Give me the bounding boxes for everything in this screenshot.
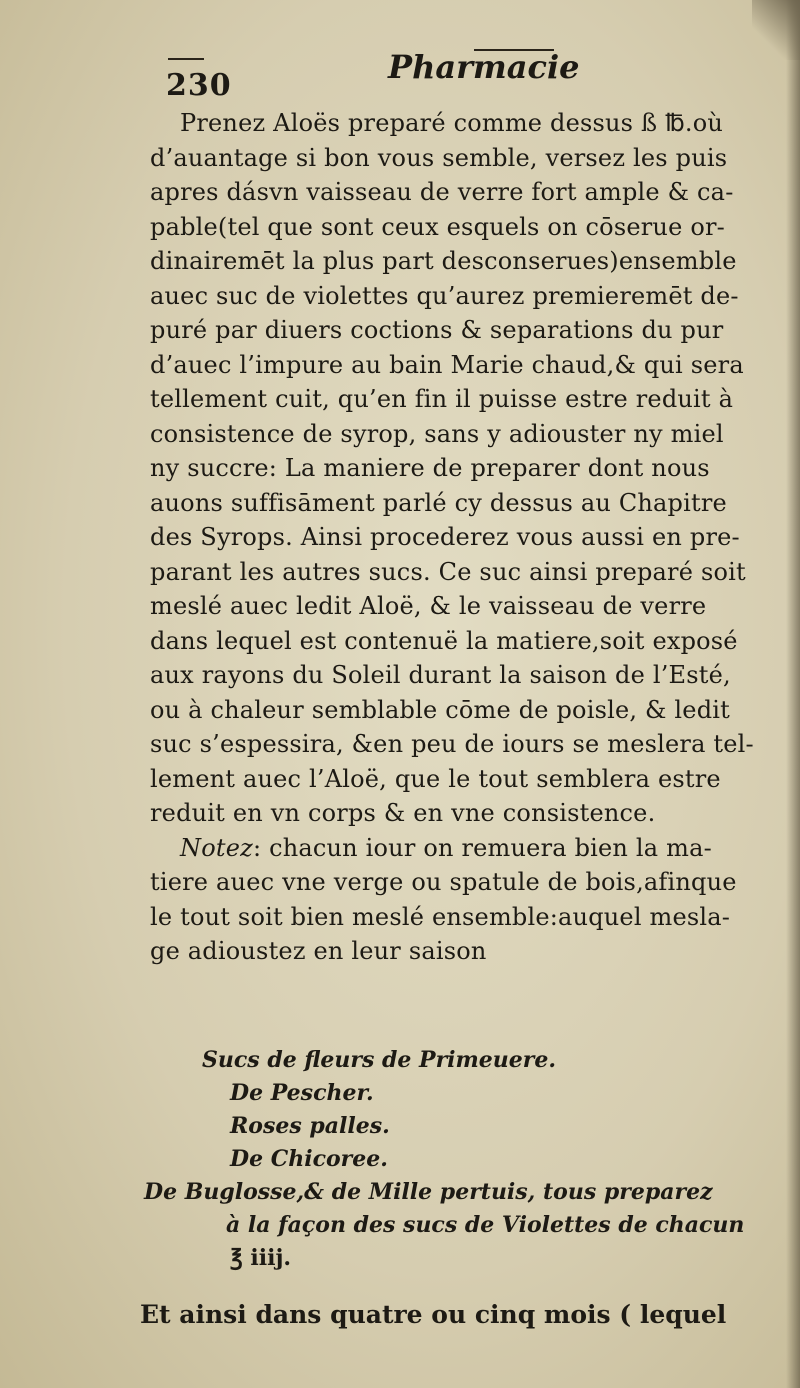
- text-line: parant les autres sucs. Ce suc ainsi preparé soit: [150, 557, 746, 586]
- text-line: dinairemēt la plus part desconserues)ensemble: [150, 247, 737, 275]
- list-item: De Pescher.: [230, 1080, 374, 1106]
- text-line: puré par diuers coctions & separations du pur: [150, 316, 724, 344]
- body-text: [150, 106, 778, 969]
- note-line: tiere auec vne verge ou spatule de bois,afinque: [150, 868, 737, 896]
- text-line: consistence de syrop, sans y adiouster ny miel: [150, 419, 724, 448]
- text-line: d’auantage si bon vous semble, versez les puis: [150, 143, 728, 172]
- list-item: De Chicoree.: [230, 1146, 388, 1172]
- list-item: à la façon des sucs de Violettes de chacun: [226, 1212, 745, 1238]
- text-line: dans lequel est contenuë la matiere,soit exposé: [150, 626, 738, 655]
- text-line: auons suffisāment parlé cy dessus au Chapitre: [150, 488, 727, 517]
- note-line: ge adioustez en leur saison: [150, 937, 487, 965]
- list-item: ℥ iiij.: [230, 1245, 292, 1271]
- note-line: [150, 831, 778, 866]
- text-line: apres dásvn vaisseau de verre fort ample & ca-: [150, 178, 734, 206]
- final-line: Et ainsi dans quatre ou cinq mois ( lequel: [140, 1300, 727, 1329]
- text-line: meslé auec ledit Aloë, & le vaisseau de verre: [150, 592, 707, 620]
- list-item: De Buglosse,& de Mille pertuis, tous preparez: [144, 1179, 713, 1205]
- page-corner-shadow: [752, 0, 800, 60]
- text-line: d’auec l’impure au bain Marie chaud,& qui sera: [150, 350, 744, 379]
- running-title: Pharmacie: [388, 48, 580, 86]
- text-line: ou à chaleur semblable cōme de poisle, & ledit: [150, 695, 730, 724]
- text-line: aux rayons du Soleil durant la saison de l’Esté,: [150, 661, 731, 689]
- text-line: suc s’espessira, &en peu de iours se meslera tel-: [150, 730, 754, 758]
- note-lead: Notez: [180, 833, 253, 862]
- list-item: Roses palles.: [230, 1113, 390, 1139]
- recipe-list: [144, 1044, 774, 1275]
- page-number: 230: [166, 68, 232, 103]
- text-line: reduit en vn corps & en vne consistence.: [150, 799, 656, 827]
- note-text: : chacun iour on remuera bien la ma-: [252, 833, 712, 862]
- text-line: pable(tel que sont ceux esquels on cōserue or-: [150, 212, 725, 241]
- header-rule-left: [168, 58, 204, 60]
- text-line: auec suc de violettes qu’aurez premieremēt de-: [150, 281, 739, 310]
- note-line: le tout soit bien meslé ensemble:auquel mesla-: [150, 902, 731, 931]
- page-edge-shadow: [786, 0, 800, 1388]
- text-line: tellement cuit, qu’en fin il puisse estre reduit à: [150, 385, 734, 413]
- text-line: lement auec l’Aloë, que le tout semblera estre: [150, 764, 721, 793]
- text-line: Prenez Aloës preparé comme dessus ß ℔.où: [180, 109, 724, 137]
- text-line: des Syrops. Ainsi procederez vous aussi en pre-: [150, 523, 740, 551]
- text-line: ny succre: La maniere de preparer dont nous: [150, 454, 710, 482]
- list-title: Sucs de fleurs de Primeuere.: [202, 1047, 557, 1073]
